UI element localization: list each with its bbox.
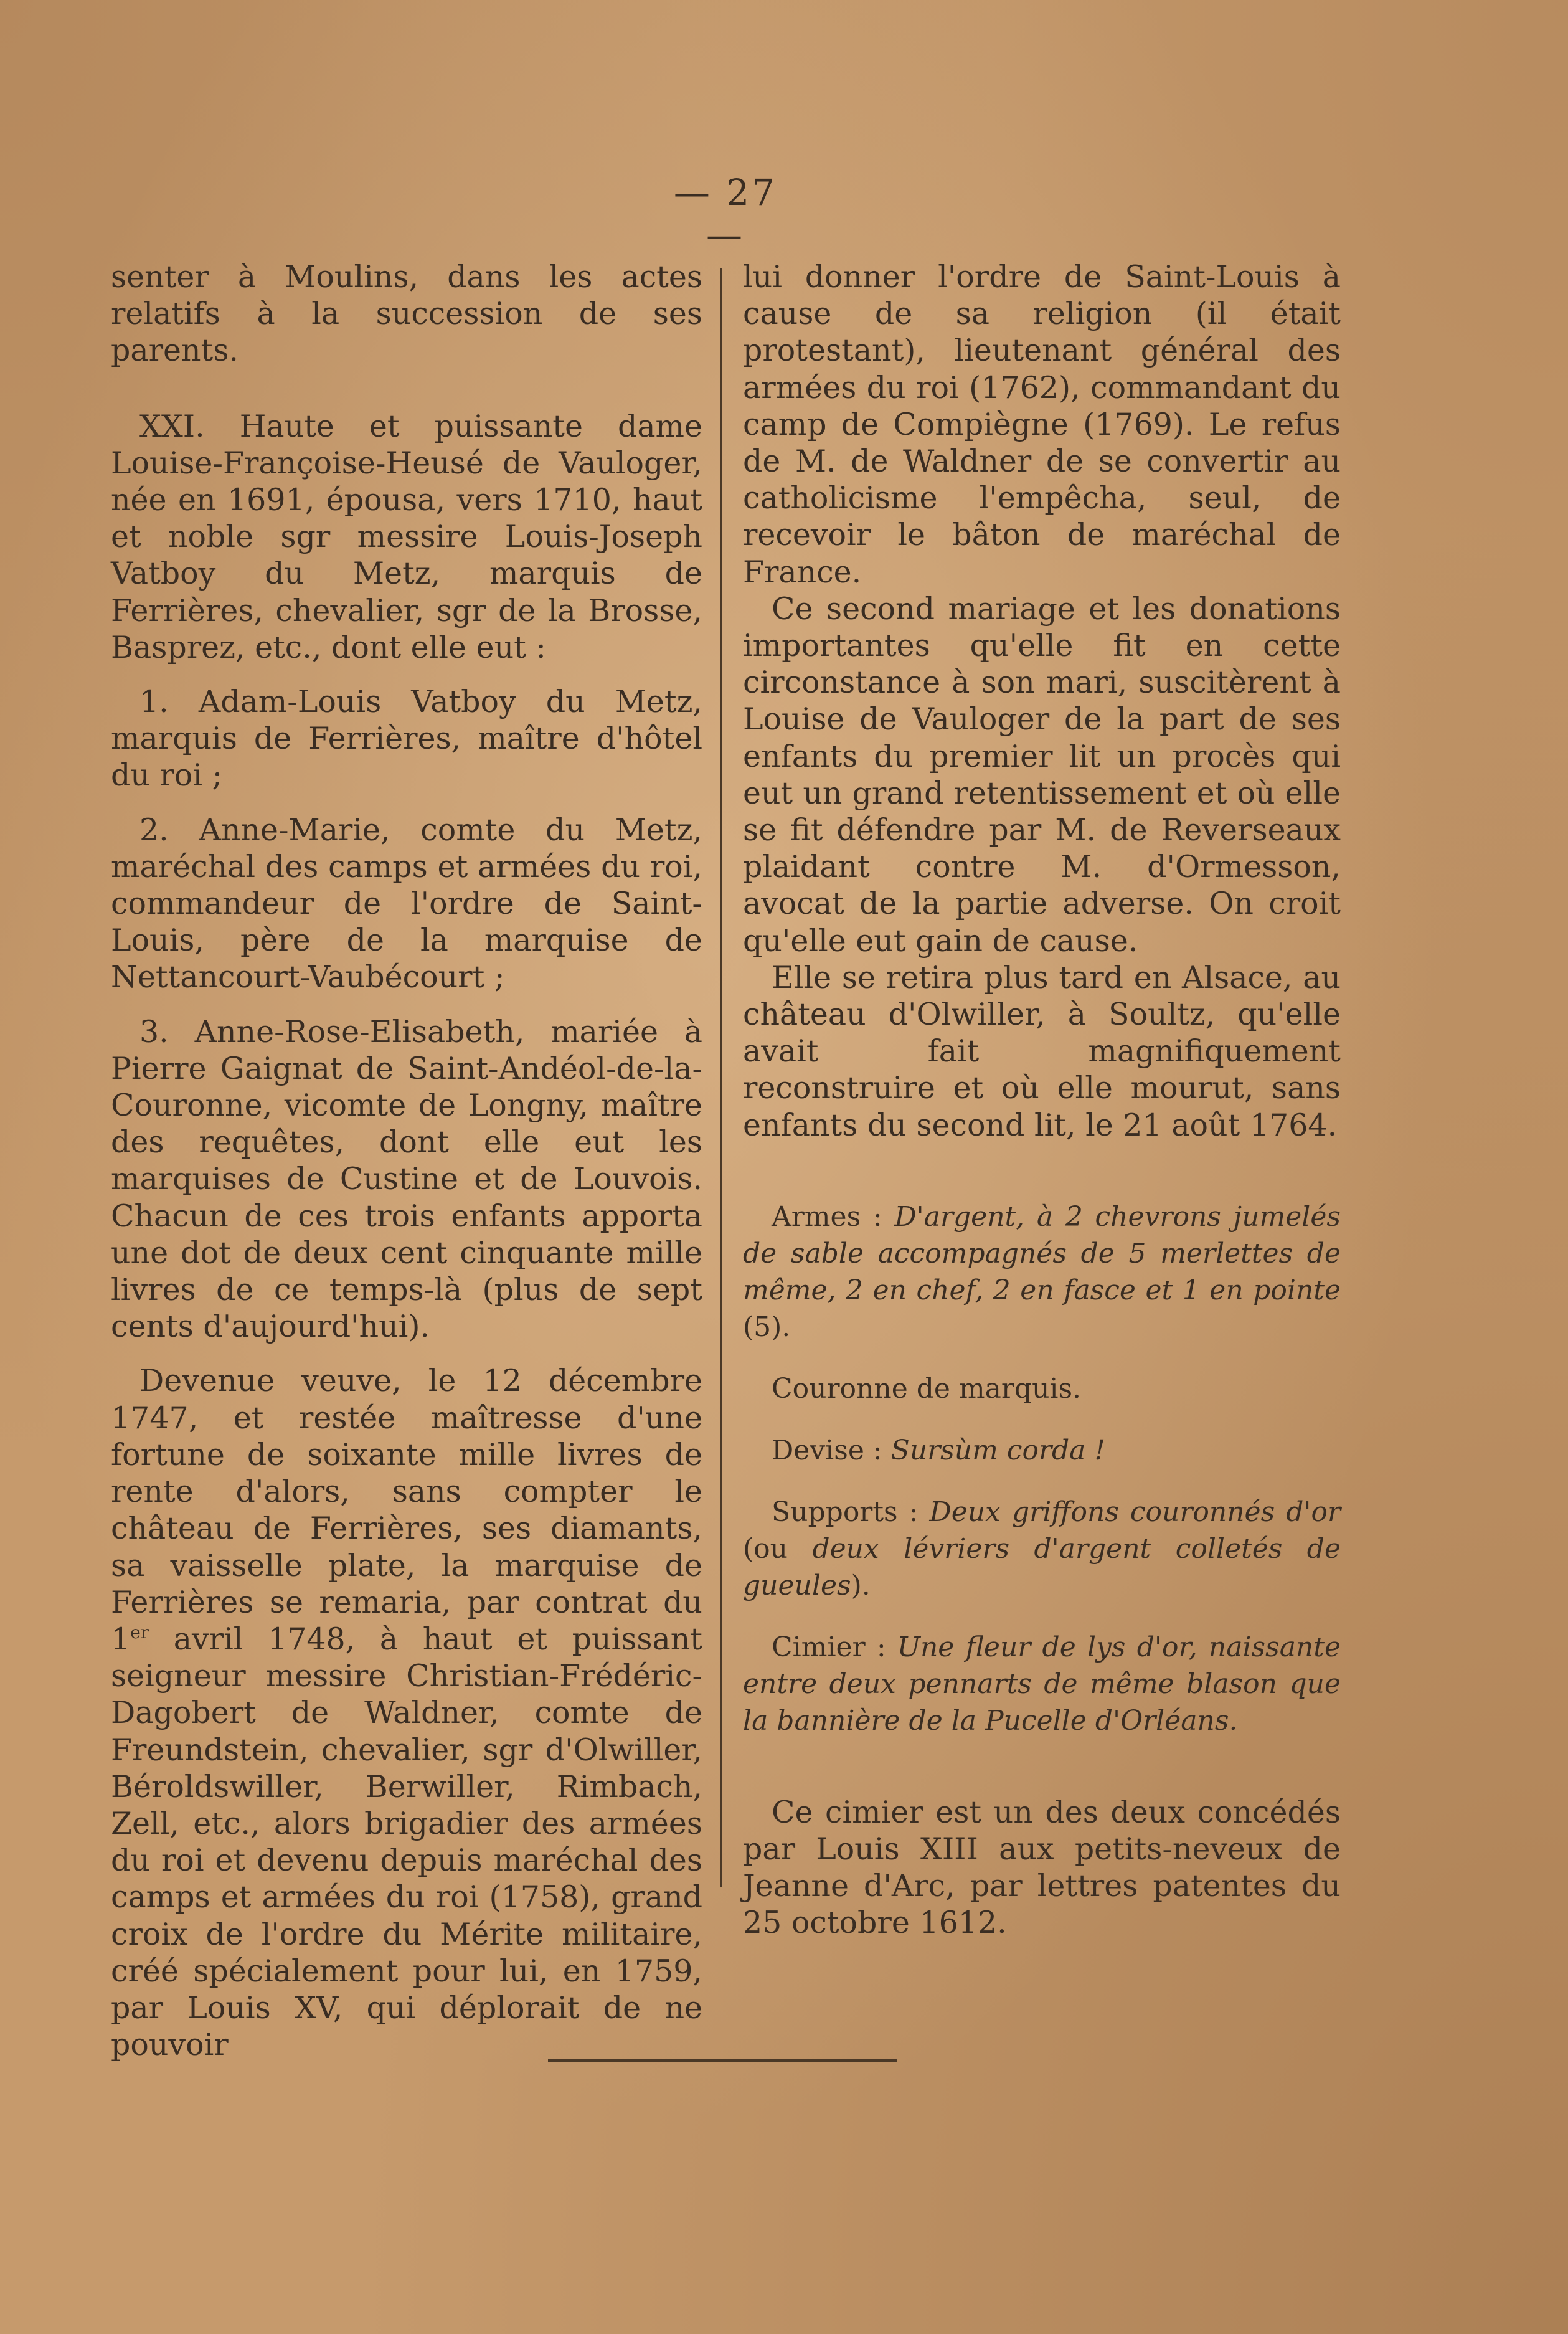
list-item: 2. Anne-Marie, comte du Metz, maréchal des camps et armées du roi, commandeur de l'ordre de Saint-Louis, père de la marquise de Nettancourt-Vaubécourt ; [111,812,702,995]
paragraph: Ce second mariage et les donations importantes qu'elle fit en cette circonstance à son mari, suscitèrent à Louise de Vauloger de la part de ses enfants du premier lit un procès qui eut un grand retentissement et où elle se fit défendre par M. de Reverseaux plaidant contre M. d'Ormesson, avocat de la partie adverse. On croit qu'elle eut gain de cause. [743,591,1341,959]
devise-line: Devise : Sursùm corda ! [772,1434,1106,1466]
page-number: — 27 — [673,171,778,256]
supports-paragraph: Supports : Deux griffons couronnés d'or (ou deux lévriers d'argent colletés de gueules). [743,1496,1341,1601]
paragraph: Devenue veuve, le 12 décembre 1747, et restée maîtresse d'une fortune de soixante mille livres de rente d'alors, sans compter le château de Ferrières, ses diamants, sa vaisselle plate, la marquise de Ferrières se remaria, par contrat du 1er avril 1748, à haut et puissant seigneur messire Christian-Frédéric-Dagobert de Waldner, comte de Freundstein, chevalier, sgr d'Olwiller, Béroldswiller, Berwiller, Rimbach, Zell, etc., alors brigadier des armées du roi et devenu depuis maréchal des camps et armées du roi (1758), grand croix de l'ordre du Mérite militaire, créé spécialement pour lui, en 1759, par Louis XV, qui déplorait de ne pouvoir [111,1363,702,2063]
superscript: er [130,1621,149,1643]
right-column [743,259,1341,1942]
paragraph: senter à Moulins, dans les actes relatifs à la succession de ses parents. [111,259,702,369]
paragraph: Elle se retira plus tard en Alsace, au château d'Olwiller, à Soultz, qu'elle avait fait magnifiquement reconstruire et où elle mourut, sans enfants du second lit, le 21 août 1764. [743,959,1341,1143]
list-item: 1. Adam-Louis Vatboy du Metz, marquis de Ferrières, maître d'hôtel du roi ; [111,684,702,794]
paragraph: XXI. Haute et puissante dame Louise-Françoise-Heusé de Vauloger, née en 1691, épousa, vers 1710, haut et noble sgr messire Louis-Joseph Vatboy du Metz, marquis de Ferrières, chevalier, sgr de la Brosse, Basprez, etc., dont elle eut : [111,408,702,665]
couronne-line: Couronne de marquis. [772,1372,1082,1405]
list-item: 3. Anne-Rose-Elisabeth, mariée à Pierre Gaignat de Saint-Andéol-de-la-Couronne, vicomte de Longny, maître des requêtes, dont elle eut les marquises de Custine et de Louvois. Chacun de ces trois enfants apporta une dot de deux cent cinquante mille livres de ce temps-là (plus de sept cents d'aujourd'hui). [111,1013,702,1345]
left-column [111,259,702,2063]
cimier-paragraph: Cimier : Une fleur de lys d'or, naissante entre deux pennarts de même blason que la bannière de la Pucelle d'Orléans. [743,1631,1341,1737]
column-divider [720,268,722,1887]
armes-paragraph: Armes : D'argent, à 2 chevrons jumelés de sable accompagnés de 5 merlettes de même, 2 en chef, 2 en fasce et 1 en pointe (5). [743,1200,1341,1343]
paragraph: Ce cimier est un des deux concédés par Louis XIII aux petits-neveux de Jeanne d'Arc, par lettres patentes du 25 octobre 1612. [743,1794,1341,1941]
end-rule [548,2059,897,2062]
paragraph: lui donner l'ordre de Saint-Louis à cause de sa religion (il était protestant), lieutenant général des armées du roi (1762), commandant du camp de Compiègne (1769). Le refus de M. de Waldner de se convertir au catholicisme l'empêcha, seul, de recevoir le bâton de maréchal de France. [743,259,1341,590]
